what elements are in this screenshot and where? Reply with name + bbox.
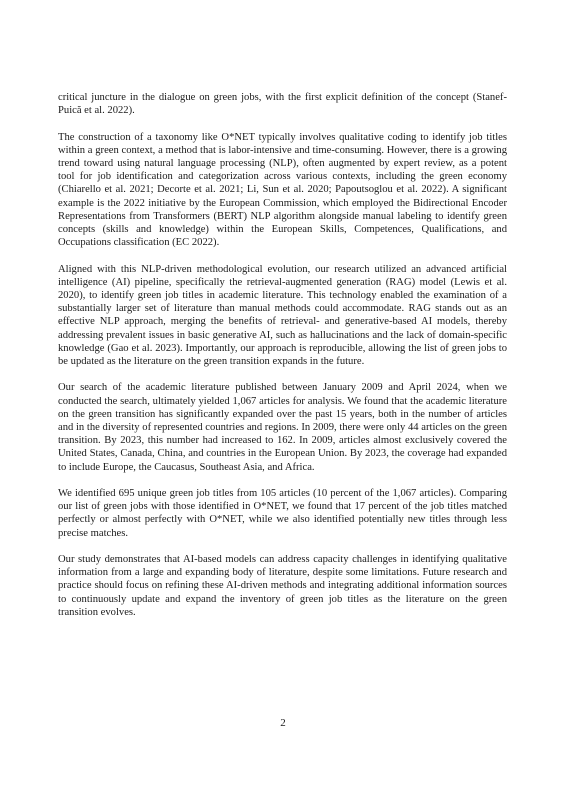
paragraph-1: critical juncture in the dialogue on green jobs, with the first explicit definition of the concept (Stanef-Puică et al. 2022). [58, 92, 507, 117]
paragraph-2: The construction of a taxonomy like O*NET typically involves qualitative coding to identify job titles within a green context, a method that is labor-intensive and time-consuming. However, there is a growing trend toward using natural language processing (NLP), often augmented by expert review, as a potent tool for job identification and categorization across various contexts, including the green economy (Chiarello et al. 2021; Decorte et al. 2021; Li, Sun et al. 2020; Papoutsoglou et al. 2022). A significant example is the 2022 initiative by the European Commission, which employed the Bidirectional Encoder Representations from Transformers (BERT) NLP algorithm alongside manual labeling to identify green concepts (skills and knowledge) within the European Skills, Competences, Qualifications, and Occupations classification (EC 2022). [58, 131, 507, 249]
page-number: 2 [280, 717, 286, 729]
paragraph-3: Aligned with this NLP-driven methodological evolution, our research utilized an advanced artificial intelligence (AI) pipeline, specifically the retrieval-augmented generation (RAG) model (Lewis et al. 2020), to identify green job titles in academic literature. This technology enabled the examination of a substantially larger set of literature than manual methods could accommodate. RAG stands out as an effective NLP approach, merging the benefits of retrieval- and generative-based AI models, thereby addressing prevalent issues in basic generative AI, such as hallucinations and the lack of domain-specific knowledge (Gao et al. 2023). Importantly, our approach is reproducible, allowing the list of green jobs to be updated as the literature on the green transition expands in the future. [58, 263, 507, 368]
paragraph-6: Our study demonstrates that AI-based models can address capacity challenges in identifying qualitative information from a large and expanding body of literature, despite some limitations. Future research and practice should focus on refining these AI-driven methods and integrating additional information sources to continuously update and expand the inventory of green job titles as the literature on the green transition evolves. [58, 554, 507, 618]
body-text [58, 91, 507, 632]
paragraph-5: We identified 695 unique green job titles from 105 articles (10 percent of the 1,067 articles). Comparing our list of green jobs with those identified in O*NET, we found that 17 percent of the job titles matched perfectly or almost perfectly with O*NET, while we also identified potentially new titles through less precise matches. [58, 488, 507, 539]
paragraph-4: Our search of the academic literature published between January 2009 and April 2024, when we conducted the search, ultimately yielded 1,067 articles for analysis. We found that the academic literature on the green transition has significantly expanded over the past 15 years, both in the number of articles and in the diversity of represented countries and regions. In 2009, there were only 44 articles on the green transition. By 2023, this number had increased to 162. In 2009, articles almost exclusively covered the United States, Canada, China, and countries in the European Union. By 2023, the coverage had expanded to include Europe, the Caucasus, Southeast Asia, and Africa. [58, 382, 507, 473]
